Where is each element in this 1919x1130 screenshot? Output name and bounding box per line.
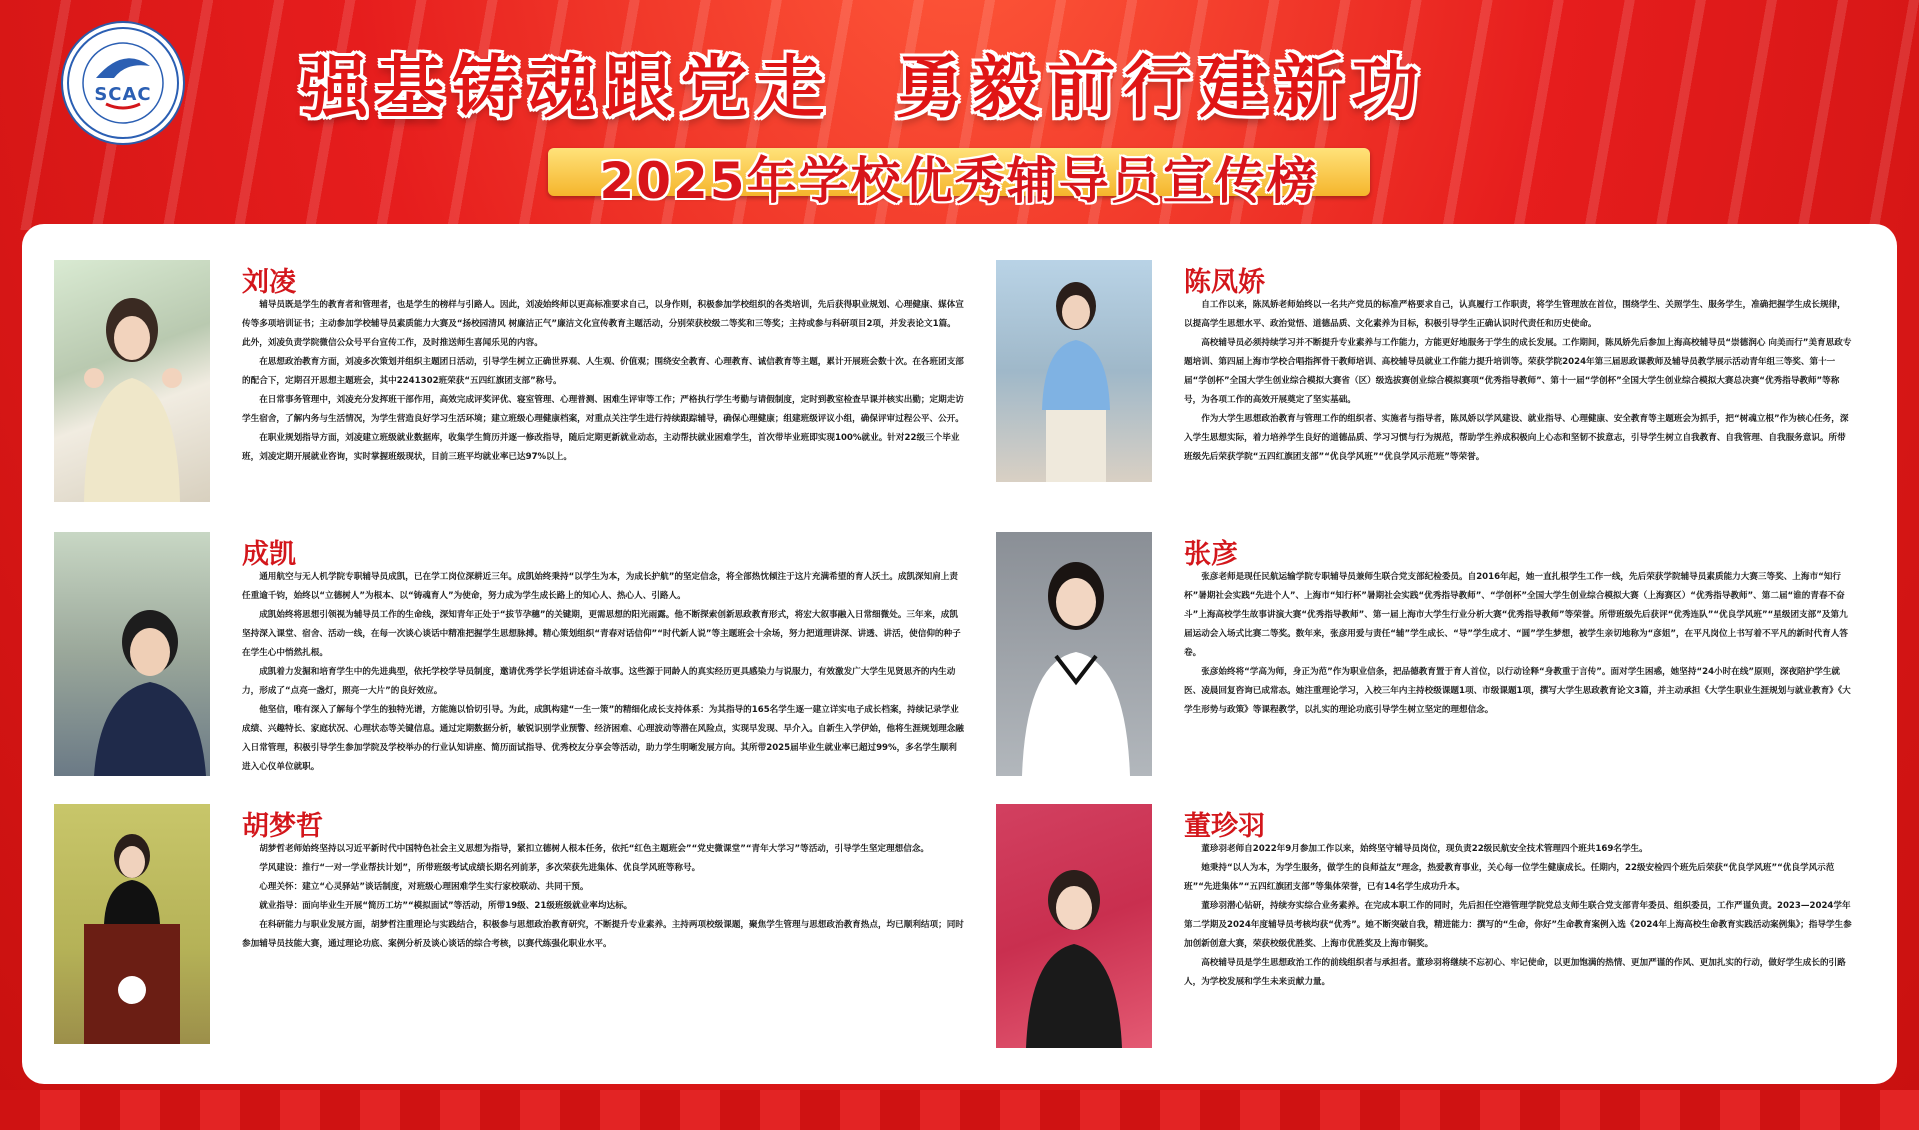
counselor-photo (996, 532, 1152, 776)
counselor-name: 成凯 (242, 539, 296, 570)
counselor-bio (242, 840, 964, 954)
bio-paragraph: 通用航空与无人机学院专职辅导员成凯，已在学工岗位深耕近三年。成凯始终秉持“以学生为本，为成长护航”的坚定信念，将全部热忱倾注于这片充满希望的育人沃土。成凯深知肩上责任重逾千钧，始终以“立德树人”为根本、以“铸魂育人”为使命，努力成为学生成长路上的知心人、热心人、引路人。 (242, 572, 958, 601)
counselor-bio (1184, 840, 1852, 992)
bio-paragraph: 辅导员既是学生的教育者和管理者，也是学生的榜样与引路人。因此，刘凌始终师以更高标准要求自己，以身作则，积极参加学校组织的各类培训，先后获得职业规划、心理健康、媒体宣传等多项培训证书；主动参加学校辅导员素质能力大赛及“扬校园清风 树廉洁正气”廉洁文化宣传教育主题活动，分别荣获校级二等奖和三等奖；主持或参与科研项目2项，并发表论文1篇。此外，刘凌负责学院微信公众号平台宣传工作，及时推送师生喜闻乐见的内容。 (242, 300, 964, 348)
counselor-name: 董珍羽 (1184, 811, 1265, 842)
counselor-photo (54, 804, 210, 1044)
counselor-photo (54, 260, 210, 502)
page-title: 2025年学校优秀辅导员宣传榜 (599, 152, 1319, 210)
bio-paragraph: 学风建设：推行“一对一学业帮扶计划”，所带班级考试成绩长期名列前茅，多次荣获先进集体、优良学风班等称号。 (259, 863, 701, 873)
portrait-icon (996, 804, 1152, 1048)
bio-paragraph: 她秉持“以人为本，为学生服务，做学生的良师益友”理念，热爱教育事业，关心每一位学生健康成长。任期内，22级安检四个班先后荣获“优良学风班”“优良学风示范班”“先进集体”“五四红旗团支部”等集体荣誉，已有14名学生成功升本。 (1184, 863, 1835, 892)
counselor-bio (1184, 568, 1852, 720)
counselor-photo (996, 260, 1152, 482)
bio-paragraph: 董珍羽老师自2022年9月参加工作以来，始终坚守辅导员岗位，现负责22级民航安全技术管理四个班共169名学生。 (1201, 844, 1648, 854)
counselor-photo (996, 804, 1152, 1048)
bio-paragraph: 自工作以来，陈凤娇老师始终以一名共产党员的标准严格要求自己，认真履行工作职责，将学生管理放在首位，围绕学生、关照学生、服务学生，准确把握学生成长规律，以提高学生思想水平、政治觉悟、道德品质、文化素养为目标，积极引导学生正确认识时代责任和历史使命。 (1184, 300, 1846, 329)
bio-paragraph: 成凯始终将思想引领视为辅导员工作的生命线，深知青年正处于“拔节孕穗”的关键期，更需思想的阳光雨露。他不断探索创新思政教育形式，将宏大叙事融入日常细微处。三年来，成凯坚持深入课堂、宿舍、活动一线，在每一次谈心谈话中精准把握学生思想脉搏。精心策划组织“青春对话信仰”“时代新人说”等主题班会十余场，努力把道理讲深、讲透、讲活，使信仰的种子在学生心中悄然扎根。 (242, 610, 961, 658)
portrait-icon (54, 532, 210, 776)
bio-paragraph: 张彦始终将“学高为师，身正为范”作为职业信条，把品德教育置于育人首位，以行动诠释“身教重于言传”。面对学生困惑，她坚持“24小时在线”原则，深夜陪护学生就医、凌晨回复咨询已成常态。她注重理论学习，入校三年内主持校级课题1项、市级课题1项，撰写大学生思政教育论文3篇，并主动承担《大学生职业生涯规划与就业教育》《大学生形势与政策》等课程教学，以扎实的理论功底引导学生树立坚定的理想信念。 (1184, 667, 1851, 715)
slogan-left: 强基铸魂跟党走 (300, 48, 833, 128)
counselor-bio (242, 568, 964, 777)
portrait-icon (996, 260, 1152, 482)
slogan (300, 34, 1620, 131)
bio-paragraph: 成凯着力发掘和培育学生中的先进典型，依托学校学导员制度，邀请优秀学长学姐讲述奋斗故事。这些源于同龄人的真实经历更具感染力与说服力，有效激发广大学生见贤思齐的内生动力，形成了“点亮一盏灯，照亮一大片”的良好效应。 (242, 667, 956, 696)
college-logo (66, 26, 180, 140)
bottom-decor-band (0, 1090, 1919, 1130)
counselor-name: 张彦 (1184, 539, 1238, 570)
bio-paragraph: 董珍羽潜心钻研，持续夯实综合业务素养。在完成本职工作的同时，先后担任空港管理学院党总支师生联合党支部青年委员、组织委员，工作严谨负责。2023—2024学年第二学期及2024年度辅导员考核均获“优秀”。她不断突破自我，精进能力：撰写的“生命，你好”生命教育案例入选《2024年上海高校生命教育实践活动案例集》；指导学生参加创新创意大赛，荣获校级优胜奖、上海市优胜奖及上海市铜奖。 (1184, 901, 1852, 949)
portrait-icon (996, 532, 1152, 776)
logo-emblem-icon (66, 26, 180, 140)
portrait-icon (54, 804, 210, 1044)
bio-paragraph: 就业指导：面向毕业生开展“简历工坊”“模拟面试”等活动，所带19级、21级班级就业率均达标。 (259, 901, 633, 911)
bio-paragraph: 高校辅导员必须持续学习并不断提升专业素养与工作能力，方能更好地服务于学生的成长发展。工作期间，陈凤娇先后参加上海高校辅导员“崇德润心 向美而行”美育思政专题培训、第四届上海市学校合唱指挥骨干教师培训、高校辅导员就业工作能力提升培训等。荣获学院2024年第三届思政课教师及辅导员教学展示活动青年组三等奖、第十一届“学创杯”全国大学生创业综合模拟大赛省（区）级选拔赛创业综合模拟赛项“优秀指导教师”、第十一届“学创杯”全国大学生创业综合模拟大赛总决赛“优秀指导教师”等称号，为各项工作的高效开展奠定了坚实基础。 (1184, 338, 1852, 405)
bio-paragraph: 在日常事务管理中，刘凌充分发挥班干部作用，高效完成评奖评优、寝室管理、心理普测、困难生评审等工作；严格执行学生考勤与请假制度，定时到教室检查早课并核实出勤；定期走访学生宿舍，了解内务与生活情况，为学生营造良好学习生活环境；建立班级心理健康档案，对重点关注学生进行持续跟踪辅导，确保心理健康；组建班级评议小组，确保评审过程公平、公开。 (242, 395, 964, 424)
bio-paragraph: 在科研能力与职业发展方面，胡梦哲注重理论与实践结合，积极参与思想政治教育研究，不断提升专业素养。主持两项校级课题，聚焦学生管理与思想政治教育热点，均已顺利结项；同时参加辅导员技能大赛，通过理论功底、案例分析及谈心谈话的综合考核，以赛代练强化职业水平。 (242, 920, 964, 949)
bio-paragraph: 心理关怀：建立“心灵驿站”谈话制度，对班级心理困难学生实行家校联动、共同干预。 (259, 882, 589, 892)
counselor-photo (54, 532, 210, 776)
slogan-right: 勇毅前行建新功 (895, 48, 1428, 128)
bio-paragraph: 他坚信，唯有深入了解每个学生的独特光谱，方能施以恰切引导。为此，成凯构建“一生一策”的精细化成长支持体系：为其指导的165名学生逐一建立详实电子成长档案，持续记录学业成绩、兴趣特长、家庭状况、心理状态等关键信息。通过定期数据分析，敏锐识别学业预警、经济困难、心理波动等潜在风险点，实现早发现、早介入。自新生入学伊始，他将生涯规划理念融入日常管理，积极引导学生参加学院及学校举办的行业认知讲座、简历面试指导、优秀校友分享会等活动，助力学生明晰发展方向。其所带2025届毕业生就业率已超过99%，多名学生顺利进入心仪单位就职。 (242, 705, 964, 772)
counselor-name: 刘凌 (242, 267, 296, 298)
counselor-bio (242, 296, 964, 467)
bio-paragraph: 高校辅导员是学生思想政治工作的前线组织者与承担者。董珍羽将继续不忘初心、牢记使命，以更加饱满的热情、更加严谨的作风、更加扎实的行动，做好学生成长的引路人，为学校发展和学生未来贡献力量。 (1184, 958, 1846, 987)
bio-paragraph: 作为大学生思想政治教育与管理工作的组织者、实施者与指导者，陈凤娇以学风建设、就业指导、心理健康、安全教育等主题班会为抓手，把“树魂立根”作为核心任务，深入学生思想实际，着力培养学生良好的道德品质、学习习惯与行为规范，帮助学生养成积极向上心态和坚韧不拔意志，引导学生树立自我教育、自我管理、自我服务意识。所带班级先后荣获学院“五四红旗团支部”“优良学风班”“优良学风示范班”等荣誉。 (1184, 414, 1849, 462)
bio-paragraph: 在思想政治教育方面，刘凌多次策划并组织主题团日活动，引导学生树立正确世界观、人生观、价值观；围绕安全教育、心理教育、诚信教育等主题，累计开展班会数十次。在各班团支部的配合下，定期召开思想主题班会，其中2241302班荣获“五四红旗团支部”称号。 (242, 357, 964, 386)
bio-paragraph: 胡梦哲老师始终坚持以习近平新时代中国特色社会主义思想为指导，紧扣立德树人根本任务，依托“红色主题班会”“党史微课堂”“青年大学习”等活动，引导学生坚定理想信念。 (259, 844, 930, 854)
counselor-name: 胡梦哲 (242, 811, 323, 842)
bio-paragraph: 张彦老师是现任民航运输学院专职辅导员兼师生联合党支部纪检委员。自2016年起，她一直扎根学生工作一线，先后荣获学院辅导员素质能力大赛三等奖、上海市“知行杯”暑期社会实践“先进个人”、上海市“知行杯”暑期社会实践“优秀指导教师”、“学创杯”全国大学生创业综合模拟大赛（上海赛区）“优秀指导教师”、第二届“谁的青春不奋斗”上海高校学生故事讲演大赛“优秀指导教师”、第一届上海市大学生行业分析大赛“优秀指导教师”等荣誉。所带班级先后获评“优秀连队”“优良学风班”“星级团支部”及第九届运动会入场式比赛二等奖。数年来，张彦用爱与责任“辅”学生成长、“导”学生成才、“圆”学生梦想，被学生亲切地称为“彦姐”，在平凡岗位上书写着不平凡的新时代育人答卷。 (1184, 572, 1848, 658)
counselor-bio (1184, 296, 1852, 467)
counselor-name: 陈凤娇 (1184, 267, 1265, 298)
bio-paragraph: 在职业规划指导方面，刘凌建立班级就业数据库，收集学生简历并逐一修改指导，随后定期更新就业动态，主动帮扶就业困难学生，首次带毕业班即实现100%就业。针对22级三个毕业班，刘凌定期开展就业咨询，实时掌握班级现状，目前三班平均就业率已达97%以上。 (242, 433, 960, 462)
logo-abbr: SCAC (94, 84, 152, 105)
portrait-icon (54, 260, 210, 502)
